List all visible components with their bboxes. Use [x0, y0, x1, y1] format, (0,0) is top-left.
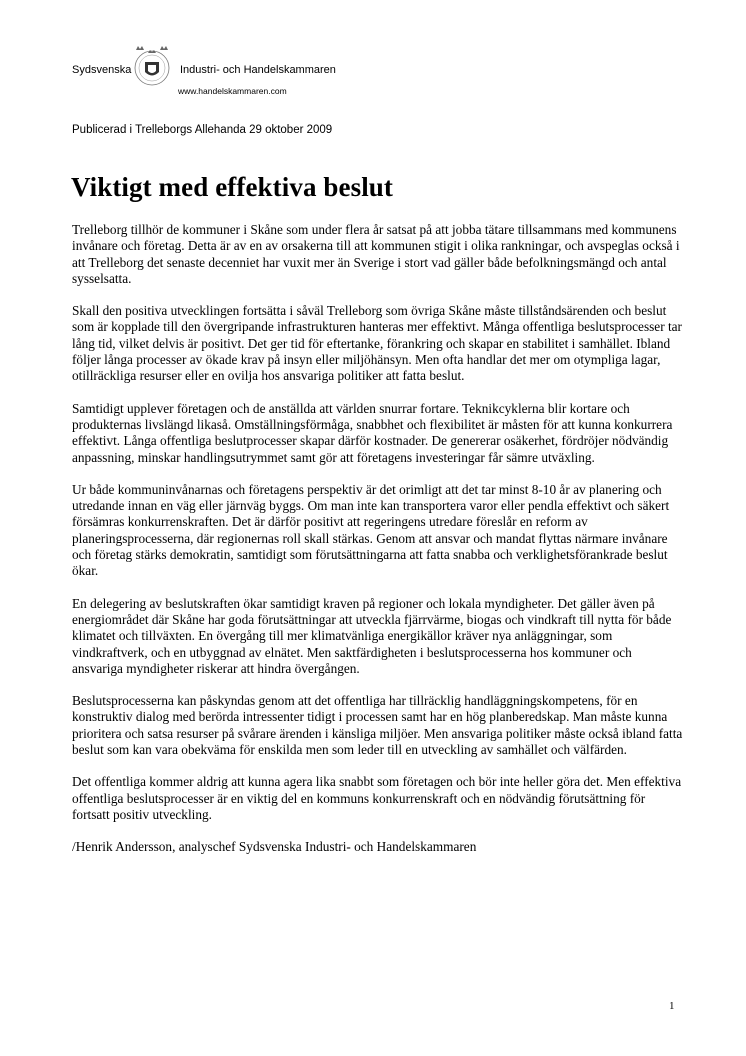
article-title: Viktigt med effektiva beslut: [71, 172, 394, 202]
paragraph: Skall den positiva utvecklingen fortsätta i såväl Trelleborg som övriga Skåne måste tillståndsärenden och beslut som är kopplade till den övergripande infrastrukturen hanteras mer effektivt. Många offentliga beslutsprocesser tar lång tid, vilket delvis är positivt. Det ger tid för eftertanke, förankring och skapar en stabilitet i samhället. Ibland följer långa processer av ökade krav på insyn eller miljöhänsyn. Men ofta handlar det mer om otympliga lagar, otillräckliga resurser eller en ovilja hos ansvariga politiker att fatta beslut.: [72, 303, 682, 384]
article-body: [72, 222, 684, 872]
publication-note: Publicerad i Trelleborgs Allehanda 29 oktober 2009: [72, 124, 333, 136]
paragraph: Det offentliga kommer aldrig att kunna agera lika snabbt som företagen och bör inte heller göra det. Men effektiva offentliga beslutsprocesser är en viktig del en kommuns konkurrenskraft och en nödvändig förutsättning för fortsatt positiv utveckling.: [72, 774, 682, 822]
paragraph: Samtidigt upplever företagen och de anställda att världen snurrar fortare. Teknikcyklerna blir kortare och produkternas livslängd likaså. Omställningsförmåga, snabbhet och flexibilitet är måsten för att kunna konkurrera effektivt. Långa offentliga beslutprocesser skapar därför kostnader. De genererar osäkerhet, fördröjer nödvändig anpassning, minskar handlingsutrymmet samt gör att företagens investeringar får sämre utväxling.: [72, 400, 673, 465]
paragraph: En delegering av beslutskraften ökar samtidigt kraven på regioner och lokala myndigheter. Det gäller även på energiområdet där Skåne har goda förutsättningar att utveckla fjärrvärme, biogas och vindkraft till nytta för både klimatet och tillväxten. En övergång till mer klimatvänliga energikällor kräver nya anläggningar, som vindkraftverk, och en utbyggnad av elnätet. Men saktfärdigheten i beslutsprocesserna hos kommuner och ansvariga myndigheter riskerar att hindra övergången.: [72, 595, 672, 676]
org-name-right: Industri- och Handelskammaren: [180, 64, 336, 76]
website-url: www.handelskammaren.com: [178, 86, 287, 96]
org-name-left: Sydsvenska: [72, 64, 132, 76]
page-number: 1: [669, 1000, 675, 1012]
paragraph: Ur både kommuninvånarnas och företagens perspektiv är det orimligt att det tar minst 8-10 år av planering och utredande innan en väg eller järnväg byggs. Om man inte kan transportera varor eller pendla effektivt och säkert försämras konkurrenskraften. Det är därför positivt att regeringens utredare föreslår en reform av planeringsprocesserna, där regionernas roll skall stärkas. Genom att ansvar och mandat flyttas närmare invånare och företag stärks demokratin, samtidigt som förutsättningarna att fatta snabba och verklighetsförankrade beslut ökar.: [72, 481, 670, 579]
paragraph: Trelleborg tillhör de kommuner i Skåne som under flera år satsat på att jobba tätare tillsammans med kommunens invånare och företag. Detta är av en av orsakerna till att kommunen stigit i olika rankningar, och avspeglas också i att Trelleborg det senaste decenniet har vuxit mer än Sverige i stort vad gäller både befolkningsmängd och antal sysselsatta.: [72, 222, 680, 286]
author-signature: /Henrik Andersson, analyschef Sydsvenska Industri- och Handelskammaren: [72, 839, 477, 855]
paragraph: Beslutsprocesserna kan påskyndas genom att det offentliga har tillräcklig handläggningskompetens, för en konstruktiv dialog med berörda intressenter tidigt i processen samt har en hög planberedskap. Man måste kunna prioritera och satsa resurser på svårare ärenden i känsliga miljöer. Men ansvariga politiker måste också ibland fatta beslut som kan vara obekväma för enskilda men som leder till en utveckling av samhället och välfärden.: [72, 693, 683, 758]
letterhead: [72, 40, 392, 100]
crest-logo: [131, 42, 173, 88]
